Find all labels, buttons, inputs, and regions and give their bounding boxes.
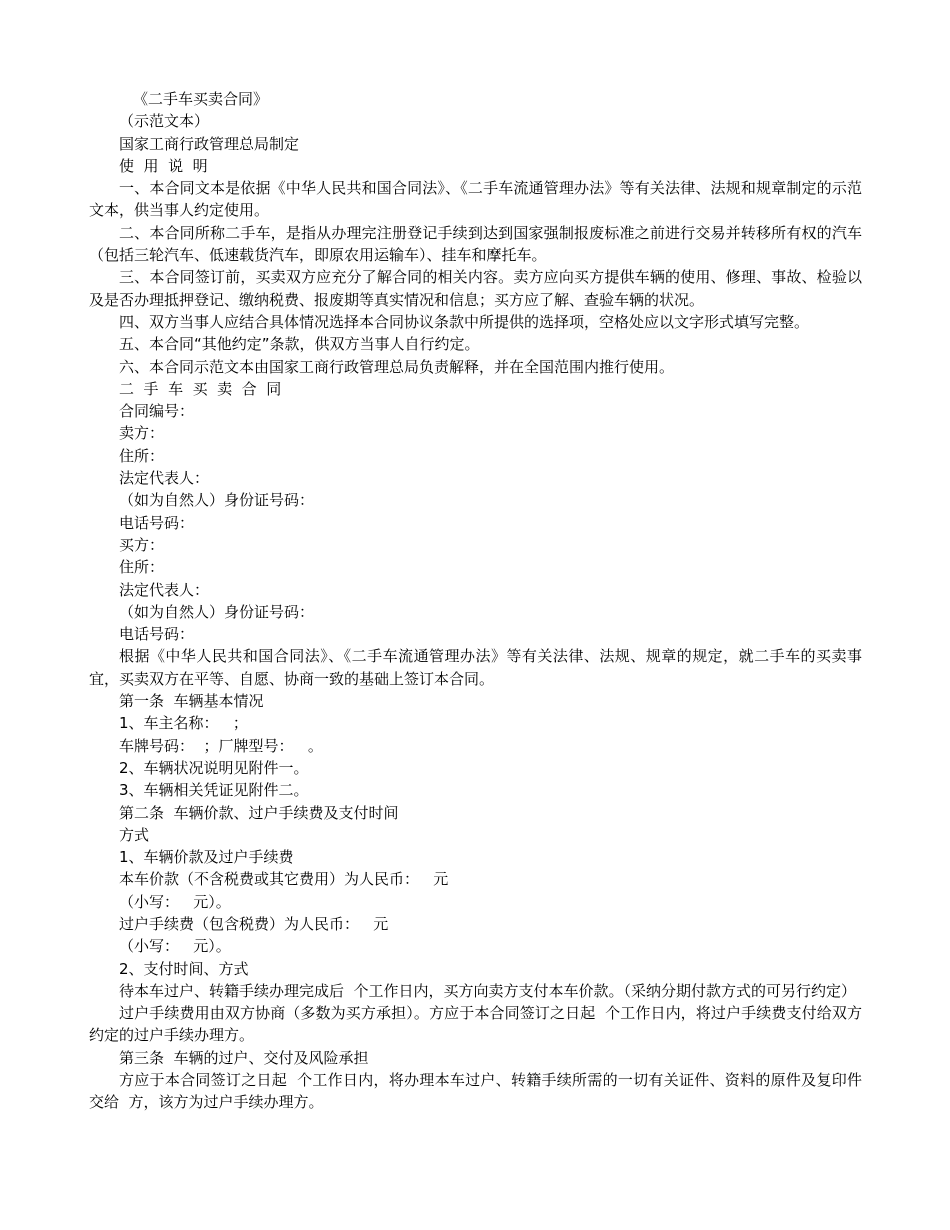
article-2-fee-payment: 过户手续费用由双方协商（多数为买方承担）。方应于本合同签订之日起 个工作日内，将过户手续费支付给双方约定的过户手续办理方。 [89,1004,862,1045]
article-2-heading: 第二条 车辆价款、过户手续费及支付时间 [119,803,399,822]
buyer-id-number: （如为自然人）身份证号码： [119,602,315,621]
usage-item-1: 一、本合同文本是依据《中华人民共和国合同法》、《二手车流通管理办法》等有关法律、法规和规章制定的示范文本，供当事人约定使用。 [89,179,862,220]
article-2-fee: 过户手续费（包含税费）为人民币： 元 [119,914,389,933]
doc-title: 《二手车买卖合同》 [133,90,269,108]
contract-number: 合同编号： [119,402,195,421]
seller-id-number: （如为自然人）身份证号码： [119,491,315,510]
article-3-heading: 第三条 车辆的过户、交付及风险承担 [119,1048,369,1067]
article-1-item-3: 3、车辆相关凭证见附件二。 [119,781,309,800]
usage-item-2: 二、本合同所称二手车，是指从办理完注册登记手续到达到国家强制报废标准之前进行交易并转移所有权的汽车（包括三轮汽车、低速载货汽车，即原农用运输车）、挂车和摩托车。 [89,223,862,265]
seller-legal-rep: 法定代表人： [119,469,210,488]
seller-label: 卖方： [119,424,165,443]
article-3-transfer: 方应于本合同签订之日起 个工作日内，将办理本车过户、转籍手续所需的一切有关证件、资料的原件及复印件交给 方，该方为过户手续办理方。 [89,1071,862,1112]
article-1-item-2: 2、车辆状况说明见附件一。 [119,758,309,777]
seller-phone: 电话号码： [119,513,195,532]
buyer-address: 住所： [119,558,165,577]
article-1-plate: 车牌号码： ；厂牌型号： 。 [119,736,323,755]
article-2-item-1: 1、车辆价款及过户手续费 [119,848,294,867]
doc-subtitle: （示范文本） [119,112,210,131]
article-1-item-1: 1、车主名称： ； [119,714,248,733]
preamble: 根据《中华人民共和国合同法》、《二手车流通管理办法》等有关法律、法规、规章的规定，就二手车的买卖事宜，买卖双方在平等、自愿、协商一致的基础上签订本合同。 [89,647,862,688]
usage-item-6: 六、本合同示范文本由国家工商行政管理总局负责解释，并在全国范围内推行使用。 [119,357,675,376]
article-2-item-2: 2、支付时间、方式 [119,959,249,978]
usage-item-3: 三、本合同签订前，买卖双方应充分了解合同的相关内容。卖方应向买方提供车辆的使用、修理、事故、检验以及是否办理抵押登记、缴纳税费、报废期等真实情况和信息；买方应了解、查验车辆的状况。 [89,268,862,309]
article-2-price-lower: （小写： 元）。 [119,892,231,911]
contract-heading: 二 手 车 买 卖 合 同 [119,379,282,398]
usage-item-5: 五、本合同“其他约定”条款，供双方当事人自行约定。 [119,335,480,354]
article-2-payment: 待本车过户、转籍手续办理完成后 个工作日内，买方向卖方支付本车价款。（采纳分期付款方式的可另行约定） [119,981,857,1000]
buyer-legal-rep: 法定代表人： [119,580,210,599]
doc-issuer: 国家工商行政管理总局制定 [119,134,300,153]
article-2-fee-lower: （小写： 元）。 [119,937,231,956]
seller-address: 住所： [119,446,165,465]
usage-item-4: 四、双方当事人应结合具体情况选择本合同协议条款中所提供的选择项，空格处应以文字形式填写完整。 [119,312,810,331]
buyer-label: 买方： [119,535,165,554]
buyer-phone: 电话号码： [119,625,195,644]
article-2-heading-cont: 方式 [119,825,150,844]
article-1-heading: 第一条 车辆基本情况 [119,692,264,711]
usage-heading: 使 用 说 明 [119,156,208,175]
article-2-price: 本车价款（不含税费或其它费用）为人民币： 元 [119,870,449,889]
